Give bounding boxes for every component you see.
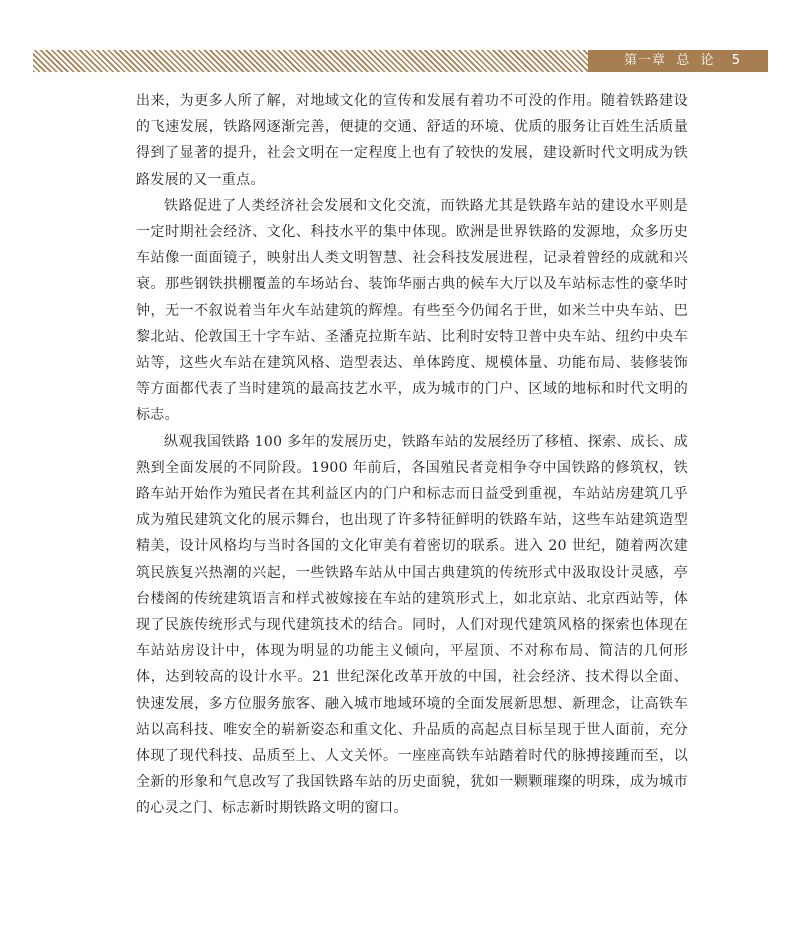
chapter-title: 第一章 总 论 bbox=[624, 53, 715, 68]
paragraph: 纵观我国铁路 100 多年的发展历史，铁路车站的发展经历了移植、探索、成长、成熟到全面发展的不同阶段。1900 年前后，各国殖民者竞相争夺中国铁路的修筑权，铁路车站开始作为殖民者在其利益区内的门户和标志而日益受到重视，车站站房建筑几乎成为殖民建筑文化的展示舞台，也出现了许多特征鲜明的铁路车站，这些车站建筑造型精美，设计风格均与当时各国的文化审美有着密切的联系。进入 20 世纪，随着两次建筑民族复兴热潮的兴起，一些铁路车站从中国古典建筑的传统形式中汲取设计灵感，亭台楼阁的传统建筑语言和样式被嫁接在车站的建筑形式上，如北京站、北京西站等，体现了民族传统形式与现代建筑技术的结合。同时，人们对现代建筑风格的探索也体现在车站站房设计中，体现为明显的功能主义倾向，平屋顶、不对称布局、简洁的几何形体，达到较高的设计水平。21 世纪深化改革开放的中国，社会经济、技术得以全面、快速发展，多方位服务旅客、融入城市地域环境的全面发展新思想、新理念，让高铁车站以高科技、唯安全的崭新姿态和重文化、升品质的高起点目标呈现于世人面前，充分体现了现代科技、品质至上、人文关怀。一座座高铁车站踏着时代的脉搏接踵而至，以全新的形象和气息改写了我国铁路车站的历史面貌，犹如一颗颗璀璨的明珠，成为城市的心灵之门、标志新时期铁路文明的窗口。 bbox=[136, 433, 688, 817]
header-hatch-decoration bbox=[33, 50, 588, 72]
paragraph-continued: 出来，为更多人所了解，对地域文化的宣传和发展有着功不可没的作用。随着铁路建设的飞速发展，铁路网逐渐完善，便捷的交通、舒适的环境、优质的服务让百姓生活质量得到了显著的提升，社会文明在一定程度上也有了较快的发展，建设新时代文明成为铁路发展的又一重点。 bbox=[136, 93, 688, 188]
paragraph: 铁路促进了人类经济社会发展和文化交流，而铁路尤其是铁路车站的建设水平则是一定时期社会经济、文化、科技水平的集中体现。欧洲是世界铁路的发源地，众多历史车站像一面面镜子，映射出人类文明智慧、社会科技发展进程，记录着曾经的成就和兴衰。那些钢铁拱棚覆盖的车场站台、装饰华丽古典的候车大厅以及车站标志性的豪华时钟，无一不叙说着当年火车站建筑的辉煌。有些至今仍闻名于世，如米兰中央车站、巴黎北站、伦敦国王十字车站、圣潘克拉斯车站、比利时安特卫普中央车站、纽约中央车站等，这些火车站在建筑风格、造型表达、单体跨度、规模体量、功能布局、装修装饰等方面都代表了当时建筑的最高技艺水平，成为城市的门户、区域的地标和时代文明的标志。 bbox=[136, 197, 688, 424]
body-text bbox=[136, 88, 688, 822]
page-number: 5 bbox=[731, 53, 740, 68]
running-header bbox=[33, 50, 768, 72]
header-tab bbox=[588, 50, 768, 72]
